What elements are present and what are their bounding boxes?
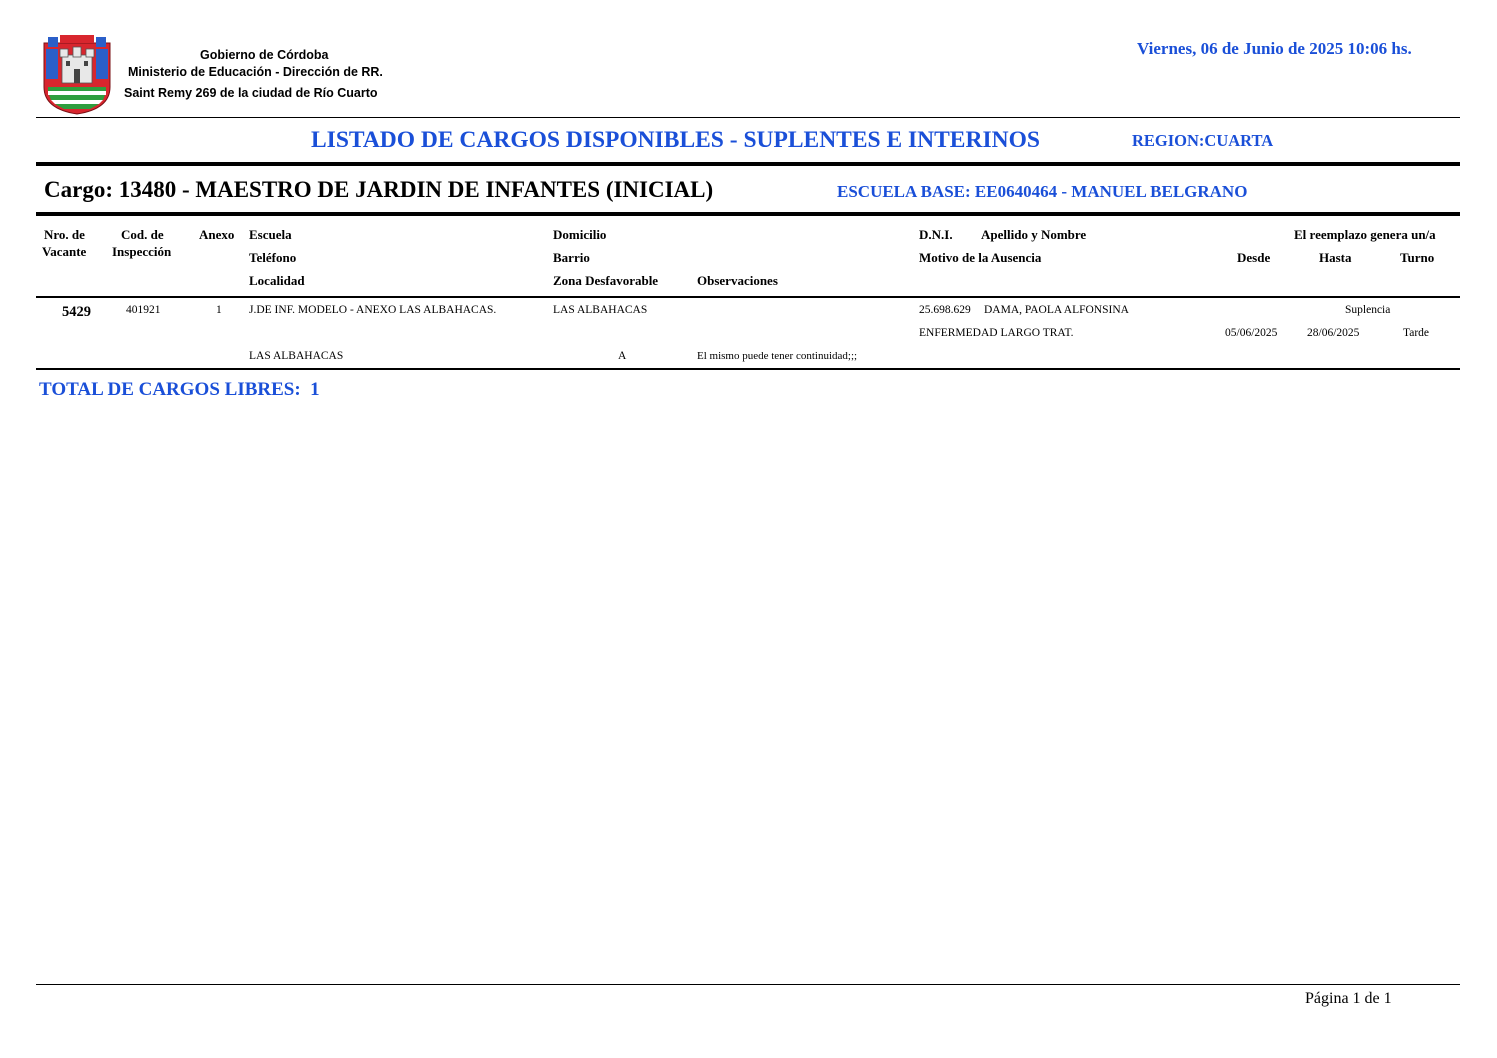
col-hasta: Hasta (1319, 250, 1352, 265)
total-cargos-libres: TOTAL DE CARGOS LIBRES: 1 (39, 379, 320, 400)
header-divider (36, 117, 1460, 118)
row-apellido-nombre: DAMA, PAOLA ALFONSINA (984, 304, 1129, 316)
col-vacante: Vacante (42, 244, 87, 259)
row-dni: 25.698.629 (919, 304, 971, 316)
col-escuela: Escuela (249, 227, 292, 242)
table-bottom-divider (36, 368, 1460, 370)
col-localidad: Localidad (249, 273, 305, 288)
cargo-title: Cargo: 13480 - MAESTRO DE JARDIN DE INFANTES (INICIAL) (44, 177, 714, 202)
col-dni: D.N.I. (919, 227, 953, 242)
coat-of-arms-logo (40, 35, 114, 115)
col-inspeccion: Inspección (112, 244, 172, 259)
col-anexo: Anexo (199, 227, 235, 242)
row-observaciones: El mismo puede tener continuidad;;; (697, 350, 858, 362)
row-hasta: 28/06/2025 (1307, 327, 1360, 339)
col-apellido-nombre: Apellido y Nombre (981, 227, 1087, 242)
col-zona-desfavorable: Zona Desfavorable (553, 273, 659, 288)
row-motivo-ausencia: ENFERMEDAD LARGO TRAT. (919, 327, 1074, 339)
col-desde: Desde (1237, 250, 1271, 265)
col-reemplazo: El reemplazo genera un/a (1294, 227, 1436, 242)
org-ministry: Ministerio de Educación - Dirección de RR. (128, 65, 383, 79)
report-date: Viernes, 06 de Junio de 2025 10:06 hs. (1137, 39, 1412, 58)
row-domicilio: LAS ALBAHACAS (553, 304, 648, 316)
region-label: REGION:CUARTA (1132, 131, 1274, 150)
col-cod-de: Cod. de (121, 227, 164, 242)
org-name: Gobierno de Córdoba (200, 48, 329, 62)
row-turno: Tarde (1403, 327, 1430, 339)
row-cod-inspeccion: 401921 (126, 304, 161, 316)
page-number: Página 1 de 1 (1305, 990, 1392, 1007)
cargo-divider (36, 212, 1460, 216)
title-divider (36, 162, 1460, 166)
row-anexo: 1 (216, 304, 222, 316)
footer-divider (36, 984, 1460, 985)
col-motivo-ausencia: Motivo de la Ausencia (919, 250, 1042, 265)
col-nro-de: Nro. de (44, 227, 85, 242)
report-title: LISTADO DE CARGOS DISPONIBLES - SUPLENTES E INTERINOS (311, 127, 1040, 153)
row-escuela: J.DE INF. MODELO - ANEXO LAS ALBAHACAS. (249, 304, 497, 316)
org-address: Saint Remy 269 de la ciudad de Río Cuarto (124, 86, 378, 100)
col-domicilio: Domicilio (553, 227, 607, 242)
col-turno: Turno (1400, 250, 1435, 265)
col-barrio: Barrio (553, 250, 590, 265)
col-observaciones: Observaciones (697, 273, 778, 288)
row-localidad: LAS ALBAHACAS (249, 350, 344, 362)
col-telefono: Teléfono (249, 250, 297, 265)
row-desde: 05/06/2025 (1225, 327, 1278, 339)
row-vacante: 5429 (62, 304, 91, 320)
escuela-base: ESCUELA BASE: EE0640464 - MANUEL BELGRANO (837, 182, 1248, 201)
header-row-divider (36, 296, 1460, 298)
row-zona: A (618, 350, 627, 362)
row-reemplazo-tipo: Suplencia (1345, 304, 1391, 316)
